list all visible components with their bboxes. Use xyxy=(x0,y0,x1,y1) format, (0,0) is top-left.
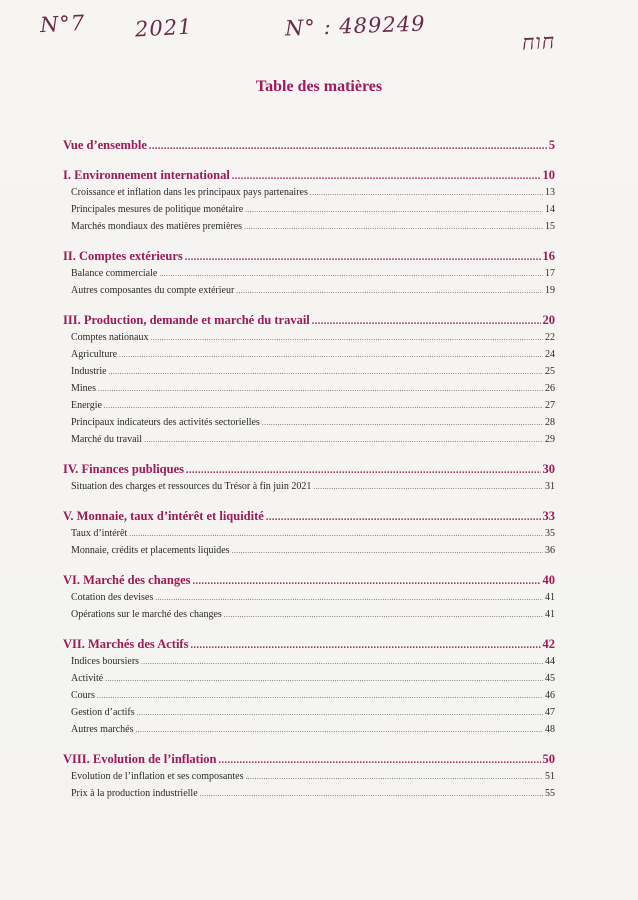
toc-entry-label: Cotation des devises xyxy=(71,592,154,603)
toc-entry[interactable] xyxy=(63,221,555,238)
toc-section xyxy=(63,752,555,805)
toc-entry[interactable] xyxy=(63,417,555,434)
toc-entry-page: 41 xyxy=(545,609,555,620)
toc-entry-page: 41 xyxy=(545,592,555,603)
toc-section-title: VIII. Evolution de l’inflation xyxy=(63,752,217,766)
toc-entry-page: 27 xyxy=(545,400,555,411)
dot-leader xyxy=(149,141,547,152)
toc-entry-page: 14 xyxy=(545,204,555,215)
toc-section-heading[interactable] xyxy=(63,138,555,157)
toc-entry[interactable] xyxy=(63,609,555,626)
toc-entry-label: Indices boursiers xyxy=(71,656,140,667)
dot-leader xyxy=(185,252,541,263)
toc-entry-page: 47 xyxy=(545,707,555,718)
toc-section xyxy=(63,573,555,626)
toc-entry-page: 46 xyxy=(545,690,555,701)
toc-section-title: VII. Marchés des Actifs xyxy=(63,637,189,651)
toc-section-title: I. Environnement international xyxy=(63,168,230,182)
dot-leader xyxy=(141,658,543,666)
dot-leader xyxy=(109,368,543,376)
toc-page-number: 33 xyxy=(542,509,555,523)
toc-entry[interactable] xyxy=(63,481,555,498)
toc-entry[interactable] xyxy=(63,332,555,349)
toc-entry[interactable] xyxy=(63,400,555,417)
toc-section-heading[interactable] xyxy=(63,509,555,528)
toc-entry-label: Activité xyxy=(71,673,104,684)
handwritten-year: 2021 xyxy=(134,14,194,42)
toc-section-heading[interactable] xyxy=(63,249,555,268)
toc-entry-page: 35 xyxy=(545,528,555,539)
toc-entry-page: 22 xyxy=(545,332,555,343)
toc-entry-label: Principaux indicateurs des activités sectorielles xyxy=(71,417,260,428)
toc-entry-label: Industrie xyxy=(71,366,107,377)
toc-entry-page: 31 xyxy=(545,481,555,492)
toc-section xyxy=(63,168,555,238)
handwritten-reference: N° : 489249 xyxy=(284,11,426,41)
dot-leader xyxy=(186,465,541,476)
toc-entry[interactable] xyxy=(63,268,555,285)
toc-entry[interactable] xyxy=(63,187,555,204)
toc-section xyxy=(63,249,555,302)
toc-page-number: 40 xyxy=(542,573,555,587)
toc-page-number: 42 xyxy=(542,637,555,651)
toc-section-title: V. Monnaie, taux d’intérêt et liquidité xyxy=(63,509,264,523)
toc-entry-label: Mines xyxy=(71,383,96,394)
dot-leader xyxy=(232,547,543,555)
toc-entry-label: Prix à la production industrielle xyxy=(71,788,198,799)
dot-leader xyxy=(193,576,541,587)
handwritten-initials: חוח xyxy=(521,29,556,55)
dot-leader xyxy=(104,402,543,410)
dot-leader xyxy=(151,334,544,342)
toc-page-number: 16 xyxy=(542,249,555,263)
toc-entry[interactable] xyxy=(63,366,555,383)
dot-leader xyxy=(262,419,543,427)
dot-leader xyxy=(224,611,543,619)
toc-entry[interactable] xyxy=(63,383,555,400)
toc-entry[interactable] xyxy=(63,656,555,673)
toc-entry-page: 24 xyxy=(545,349,555,360)
toc-entry-label: Situation des charges et ressources du Trésor à fin juin 2021 xyxy=(71,481,312,492)
dot-leader xyxy=(219,755,541,766)
toc-page-number: 30 xyxy=(542,462,555,476)
dot-leader xyxy=(245,773,543,781)
toc-entry[interactable] xyxy=(63,771,555,788)
toc-entry-label: Marchés mondiaux des matières premières xyxy=(71,221,243,232)
toc-entry-label: Principales mesures de politique monétaire xyxy=(71,204,244,215)
dot-leader xyxy=(159,270,543,278)
dot-leader xyxy=(97,692,543,700)
toc-entry-page: 13 xyxy=(545,187,555,198)
dot-leader xyxy=(119,351,543,359)
toc-entry-page: 17 xyxy=(545,268,555,279)
dot-leader xyxy=(144,436,543,444)
toc-section xyxy=(63,313,555,451)
toc-entry[interactable] xyxy=(63,707,555,724)
toc-entry[interactable] xyxy=(63,673,555,690)
toc-entry-page: 26 xyxy=(545,383,555,394)
toc-entry[interactable] xyxy=(63,545,555,562)
dot-leader xyxy=(105,675,543,683)
toc-page-number: 10 xyxy=(542,168,555,182)
toc-entry[interactable] xyxy=(63,285,555,302)
dot-leader xyxy=(129,530,543,538)
toc-entry-label: Comptes nationaux xyxy=(71,332,149,343)
toc-entry-page: 15 xyxy=(545,221,555,232)
toc-section-title: IV. Finances publiques xyxy=(63,462,184,476)
toc-entry-label: Cours xyxy=(71,690,95,701)
toc-entry-label: Evolution de l’inflation et ses composantes xyxy=(71,771,244,782)
dot-leader xyxy=(137,709,543,717)
toc-section-heading[interactable] xyxy=(63,168,555,187)
toc-section-heading[interactable] xyxy=(63,313,555,332)
dot-leader xyxy=(313,483,543,491)
toc-entry-page: 25 xyxy=(545,366,555,377)
toc-page-number: 20 xyxy=(542,313,555,327)
toc-entry-page: 19 xyxy=(545,285,555,296)
toc-section xyxy=(63,509,555,562)
toc-section-title: III. Production, demande et marché du travail xyxy=(63,313,310,327)
toc-entry[interactable] xyxy=(63,592,555,609)
toc-entry-page: 44 xyxy=(545,656,555,667)
toc-section xyxy=(63,462,555,498)
dot-leader xyxy=(135,726,543,734)
table-of-contents xyxy=(63,138,555,816)
toc-section-heading[interactable] xyxy=(63,637,555,656)
toc-section xyxy=(63,637,555,741)
toc-entry-label: Agriculture xyxy=(71,349,118,360)
handwritten-number: N°7 xyxy=(39,10,86,38)
toc-entry[interactable] xyxy=(63,528,555,545)
dot-leader xyxy=(266,512,541,523)
toc-section-heading[interactable] xyxy=(63,462,555,481)
toc-entry-label: Marché du travail xyxy=(71,434,143,445)
toc-section-heading[interactable] xyxy=(63,573,555,592)
toc-title: Table des matières xyxy=(255,78,383,95)
toc-entry[interactable] xyxy=(63,204,555,221)
toc-section-heading[interactable] xyxy=(63,752,555,771)
dot-leader xyxy=(236,287,543,295)
dot-leader xyxy=(244,223,543,231)
toc-entry-page: 55 xyxy=(545,788,555,799)
toc-entry[interactable] xyxy=(63,788,555,805)
dot-leader xyxy=(190,640,540,651)
dot-leader xyxy=(245,206,543,214)
toc-page-number: 50 xyxy=(542,752,555,766)
dot-leader xyxy=(312,316,541,327)
toc-entry-label: Monnaie, crédits et placements liquides xyxy=(71,545,230,556)
toc-entry[interactable] xyxy=(63,724,555,741)
dot-leader xyxy=(310,189,543,197)
dot-leader xyxy=(200,790,543,798)
toc-entry-label: Energie xyxy=(71,400,102,411)
toc-entry-label: Autres marchés xyxy=(71,724,134,735)
toc-entry-page: 28 xyxy=(545,417,555,428)
toc-entry-label: Balance commerciale xyxy=(71,268,158,279)
toc-entry-label: Autres composantes du compte extérieur xyxy=(71,285,235,296)
toc-entry-page: 45 xyxy=(545,673,555,684)
toc-entry-page: 29 xyxy=(545,434,555,445)
toc-entry[interactable] xyxy=(63,349,555,366)
dot-leader xyxy=(232,171,541,182)
toc-entry[interactable] xyxy=(63,690,555,707)
toc-section-title: VI. Marché des changes xyxy=(63,573,191,587)
toc-entry-label: Opérations sur le marché des changes xyxy=(71,609,222,620)
toc-entry-page: 51 xyxy=(545,771,555,782)
toc-entry-page: 48 xyxy=(545,724,555,735)
toc-section xyxy=(63,138,555,157)
toc-entry-label: Gestion d’actifs xyxy=(71,707,135,718)
toc-section-title: Vue d’ensemble xyxy=(63,138,147,152)
toc-page-number: 5 xyxy=(548,138,555,152)
toc-section-title: II. Comptes extérieurs xyxy=(63,249,183,263)
toc-entry-label: Croissance et inflation dans les principaux pays partenaires xyxy=(71,187,308,198)
dot-leader xyxy=(155,594,543,602)
toc-entry-label: Taux d’intérêt xyxy=(71,528,128,539)
dot-leader xyxy=(98,385,543,393)
toc-entry-page: 36 xyxy=(545,545,555,556)
toc-entry[interactable] xyxy=(63,434,555,451)
